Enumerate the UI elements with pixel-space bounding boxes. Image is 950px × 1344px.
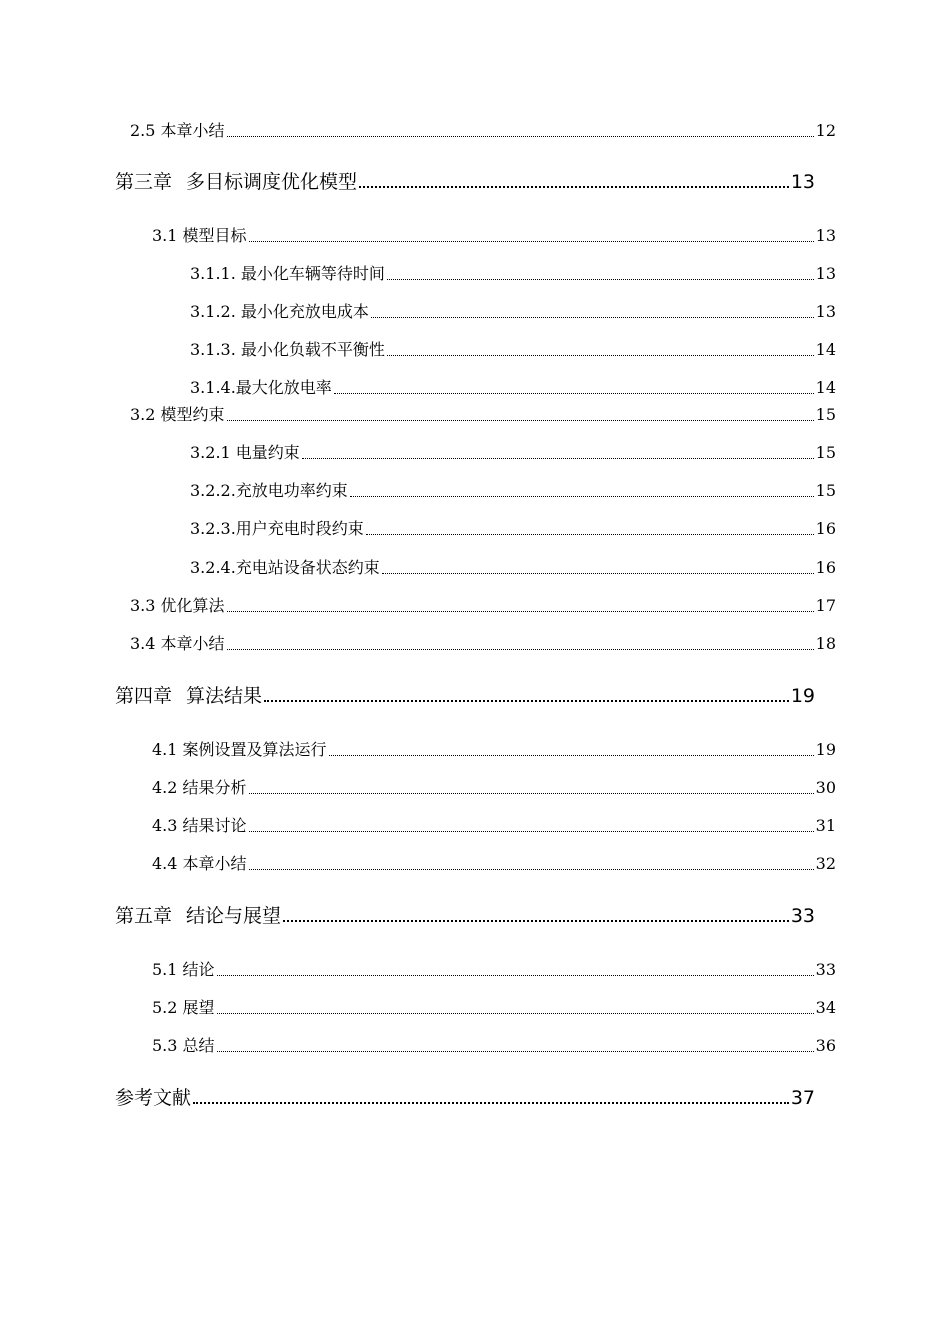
toc-chapter[interactable] bbox=[115, 681, 815, 708]
toc-entry-page: 13 bbox=[815, 302, 836, 321]
toc-entry-page: 13 bbox=[815, 264, 836, 283]
toc-entry-page: 12 bbox=[815, 121, 836, 140]
toc-entry-page: 16 bbox=[815, 558, 836, 577]
toc-entry-label: 3.4 本章小结 bbox=[130, 634, 225, 653]
toc-entry-page: 18 bbox=[815, 634, 836, 653]
toc-entry-label: 3.1.2. 最小化充放电成本 bbox=[190, 302, 369, 321]
toc-chapter-number: 第五章 bbox=[115, 905, 173, 927]
toc-entry-label: 4.3 结果讨论 bbox=[152, 816, 247, 835]
toc-entry[interactable] bbox=[130, 631, 836, 654]
dot-leader bbox=[283, 920, 789, 922]
toc-entry-label: 5.2 展望 bbox=[152, 998, 215, 1017]
toc-chapter-page: 33 bbox=[790, 905, 815, 927]
toc-entry-label: 5.3 总结 bbox=[152, 1036, 215, 1055]
toc-entry[interactable] bbox=[152, 223, 836, 246]
toc-entry[interactable] bbox=[152, 851, 836, 874]
toc-entry-label: 3.1.3. 最小化负载不平衡性 bbox=[190, 340, 385, 359]
dot-leader bbox=[371, 317, 814, 318]
toc-entry-label: 4.2 结果分析 bbox=[152, 778, 247, 797]
toc-entry-label: 4.4 本章小结 bbox=[152, 854, 247, 873]
dot-leader bbox=[387, 355, 814, 356]
toc-entry-label: 3.2.2.充放电功率约束 bbox=[190, 481, 348, 500]
dot-leader bbox=[329, 755, 814, 756]
dot-leader bbox=[227, 649, 814, 650]
toc-entry-page: 36 bbox=[815, 1036, 836, 1055]
toc-entry-page: 14 bbox=[815, 340, 836, 359]
toc-entry-page: 31 bbox=[815, 816, 836, 835]
toc-entry-label: 3.3 优化算法 bbox=[130, 596, 225, 615]
toc-chapter[interactable] bbox=[115, 901, 815, 928]
dot-leader bbox=[217, 1051, 814, 1052]
toc-entry[interactable] bbox=[130, 593, 836, 616]
toc-entry-page: 16 bbox=[815, 519, 836, 538]
toc-entry[interactable] bbox=[152, 1033, 836, 1056]
toc-entry-page: 15 bbox=[815, 405, 836, 424]
dot-leader bbox=[382, 573, 814, 574]
dot-leader bbox=[264, 700, 789, 702]
toc-entry[interactable] bbox=[152, 995, 836, 1018]
toc-entry-page: 15 bbox=[815, 443, 836, 462]
toc-references[interactable] bbox=[115, 1083, 815, 1110]
dot-leader bbox=[359, 186, 789, 188]
toc-entry[interactable] bbox=[190, 440, 836, 463]
dot-leader bbox=[387, 279, 814, 280]
dot-leader bbox=[249, 241, 814, 242]
toc-chapter[interactable] bbox=[115, 167, 815, 194]
dot-leader bbox=[249, 869, 814, 870]
toc-references-title: 参考文献 bbox=[115, 1087, 192, 1109]
toc-references-page: 37 bbox=[790, 1087, 815, 1109]
toc-entry[interactable] bbox=[190, 478, 836, 501]
toc-entry-label: 3.2.4.充电站设备状态约束 bbox=[190, 558, 380, 577]
toc-entry-label: 3.1.1. 最小化车辆等待时间 bbox=[190, 264, 385, 283]
toc-chapter-page: 13 bbox=[790, 171, 815, 193]
dot-leader bbox=[193, 1102, 789, 1104]
toc-entry-page: 17 bbox=[815, 596, 836, 615]
dot-leader bbox=[217, 1013, 814, 1014]
toc-entry-page: 34 bbox=[815, 998, 836, 1017]
dot-leader bbox=[227, 136, 814, 137]
toc-entry[interactable] bbox=[152, 813, 836, 836]
toc-entry-label: 3.2 模型约束 bbox=[130, 405, 225, 424]
dot-leader bbox=[334, 393, 814, 394]
dot-leader bbox=[302, 458, 814, 459]
dot-leader bbox=[249, 831, 814, 832]
dot-leader bbox=[217, 975, 814, 976]
toc-entry-label: 5.1 结论 bbox=[152, 960, 215, 979]
toc-entry[interactable] bbox=[152, 957, 836, 980]
toc-entry-page: 14 bbox=[815, 378, 836, 397]
toc-entry-label: 4.1 案例设置及算法运行 bbox=[152, 740, 327, 759]
toc-entry[interactable] bbox=[190, 337, 836, 360]
toc-entry-label: 3.1 模型目标 bbox=[152, 226, 247, 245]
toc-chapter-page: 19 bbox=[790, 685, 815, 707]
toc-entry[interactable] bbox=[190, 555, 836, 578]
toc-entry-label: 3.1.4.最大化放电率 bbox=[190, 378, 332, 397]
toc-entry[interactable] bbox=[190, 516, 836, 539]
toc-chapter-title: 多目标调度优化模型 bbox=[186, 171, 358, 193]
toc-entry[interactable] bbox=[130, 118, 836, 141]
toc-chapter-title: 算法结果 bbox=[186, 685, 263, 707]
toc-entry[interactable] bbox=[190, 375, 836, 398]
toc-entry[interactable] bbox=[152, 775, 836, 798]
toc-entry[interactable] bbox=[190, 261, 836, 284]
toc-entry-page: 30 bbox=[815, 778, 836, 797]
toc-entry[interactable] bbox=[152, 737, 836, 760]
toc-entry-page: 15 bbox=[815, 481, 836, 500]
toc-chapter-number: 第四章 bbox=[115, 685, 173, 707]
toc-entry-label: 3.2.3.用户充电时段约束 bbox=[190, 519, 364, 538]
toc-entry-page: 32 bbox=[815, 854, 836, 873]
toc-entry-page: 13 bbox=[815, 226, 836, 245]
toc-entry[interactable] bbox=[190, 299, 836, 322]
toc-entry[interactable] bbox=[130, 402, 836, 425]
toc-entry-page: 33 bbox=[815, 960, 836, 979]
toc-chapter-number: 第三章 bbox=[115, 171, 173, 193]
dot-leader bbox=[227, 420, 814, 421]
dot-leader bbox=[366, 534, 814, 535]
dot-leader bbox=[350, 496, 814, 497]
toc-entry-page: 19 bbox=[815, 740, 836, 759]
toc-chapter-title: 结论与展望 bbox=[186, 905, 282, 927]
dot-leader bbox=[227, 611, 814, 612]
toc-entry-label: 3.2.1 电量约束 bbox=[190, 443, 300, 462]
dot-leader bbox=[249, 793, 814, 794]
toc-entry-label: 2.5 本章小结 bbox=[130, 121, 225, 140]
